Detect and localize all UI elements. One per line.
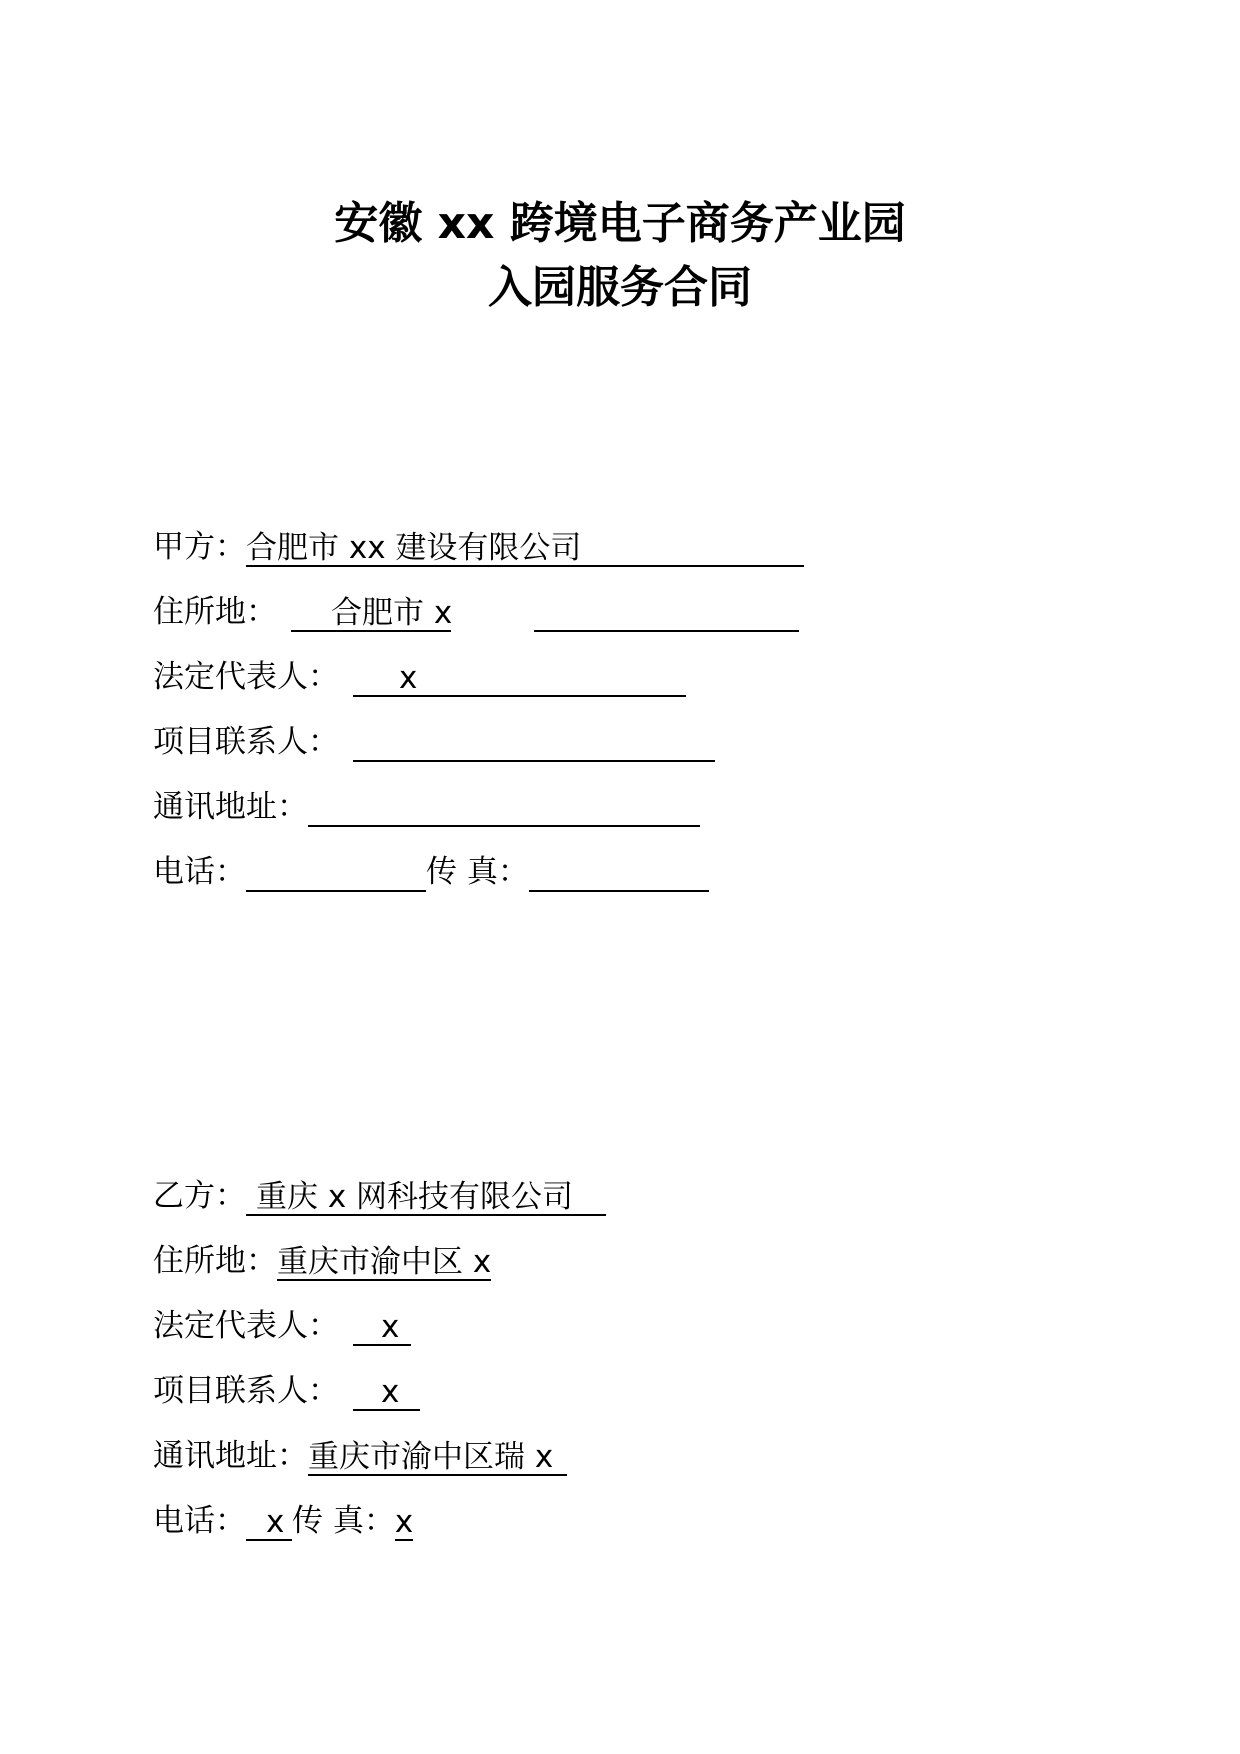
party-b-rep-field	[353, 1306, 411, 1346]
party-a-contact-label: 项目联系人：	[153, 724, 339, 760]
party-b-address-value: 重庆市渝中区 x	[277, 1244, 492, 1280]
party-b-address-field	[277, 1241, 491, 1281]
party-a-mail-field	[308, 787, 700, 827]
party-a-name-row	[153, 523, 804, 571]
party-b-name-field	[246, 1176, 606, 1216]
party-a-name-label: 甲方：	[153, 529, 246, 565]
party-a-name-value: 合肥市 xx 建设有限公司	[246, 530, 582, 566]
party-b-contact-value: x	[381, 1374, 400, 1410]
party-a-address-label: 住所地：	[153, 594, 277, 630]
party-b-fax-label: 传 真：	[292, 1503, 395, 1539]
party-b-name-row	[153, 1172, 606, 1220]
party-b-mail-field	[308, 1436, 567, 1476]
party-a-address-value: 合肥市 x	[331, 595, 453, 631]
party-a-rep-label: 法定代表人：	[153, 659, 339, 695]
party-b-rep-row	[153, 1302, 411, 1350]
party-b-rep-value: x	[381, 1309, 400, 1345]
party-b-contact-field	[353, 1371, 420, 1411]
party-b-fax-value: x	[394, 1504, 414, 1540]
party-a-contact-row	[153, 718, 715, 766]
party-b-contact-label: 项目联系人：	[153, 1373, 339, 1409]
party-b-mail-row	[153, 1432, 567, 1480]
party-b-fax-field	[395, 1501, 413, 1541]
party-b-address-label: 住所地：	[153, 1243, 277, 1279]
party-a-address-extra-field	[534, 592, 799, 632]
party-b-phone-row	[153, 1497, 413, 1545]
party-b-phone-field	[246, 1501, 292, 1541]
party-b-phone-label: 电话：	[153, 1503, 246, 1539]
party-a-rep-value: x	[399, 660, 418, 696]
party-a-mail-label: 通讯地址：	[153, 789, 308, 825]
party-a-address-field	[291, 592, 451, 632]
party-a-phone-field	[246, 852, 426, 892]
party-b-rep-label: 法定代表人：	[153, 1308, 339, 1344]
party-b-name-label: 乙方：	[153, 1178, 246, 1214]
party-a-mail-row	[153, 783, 700, 831]
party-a-fax-field	[529, 852, 709, 892]
party-a-rep-field	[353, 657, 686, 697]
party-a-rep-row	[153, 653, 686, 701]
document-subtitle: 入园服务合同	[488, 262, 752, 313]
party-a-name-field	[246, 527, 804, 567]
party-b-contact-row	[153, 1367, 420, 1415]
party-b-mail-value: 重庆市渝中区瑞 x	[308, 1439, 554, 1475]
party-a-fax-label: 传 真：	[426, 854, 529, 890]
party-b-name-value: 重庆 x 网科技有限公司	[256, 1179, 574, 1215]
party-a-phone-row	[153, 848, 709, 896]
document-title: 安徽 xx 跨境电子商务产业园	[334, 198, 906, 249]
party-b-address-row	[153, 1237, 491, 1285]
party-a-contact-field	[353, 722, 715, 762]
party-a-phone-label: 电话：	[153, 854, 246, 890]
party-b-phone-value: x	[266, 1504, 285, 1540]
party-a-address-row	[153, 588, 799, 636]
party-b-mail-label: 通讯地址：	[153, 1438, 308, 1474]
